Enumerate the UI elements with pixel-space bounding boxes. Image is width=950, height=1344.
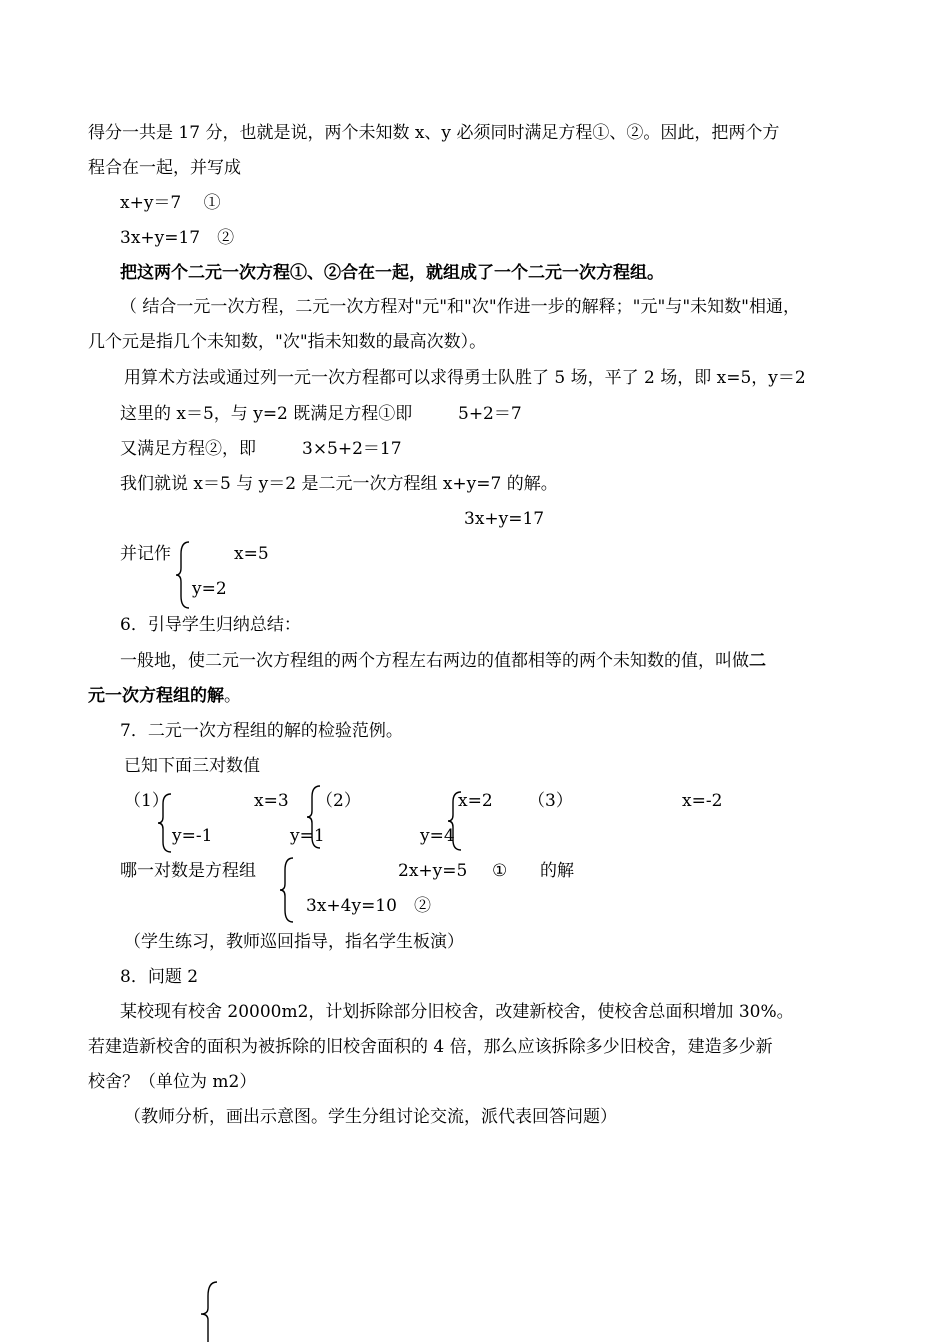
problem-line: 某校现有校舍 20000m2，计划拆除部分旧校舍，改建新校舍，使校舍总面积增加 30%。 [120,1002,794,1022]
pair-3-x: x=-2 [682,791,723,811]
arithmetic-line: 用算术方法或通过列一元一次方程都可以求得勇士队胜了 5 场，平了 2 场，即 x=5，y＝2 [124,368,806,388]
system-suffix: 的解 [540,861,574,881]
pair-1-label: （1） [124,791,169,811]
problem-line: 校舍？（单位为 m2） [88,1072,257,1092]
step-6-heading: 6．引导学生归纳总结： [120,615,301,635]
practice-note: （学生练习，教师巡回指导，指名学生板演） [124,932,464,952]
record-y-value: y=2 [192,579,227,599]
record-label: 并记作 [120,544,171,564]
definition-end: 。 [224,686,241,706]
record-x-value: x=5 [234,544,269,564]
pair-1-y: y=-1 [172,826,213,846]
system-equation-1: 2x+y=5 [398,861,468,881]
pair-1-x: x=3 [254,791,289,811]
we-say-equation-2: 3x+y=17 [464,509,545,529]
definition-term: 二 [749,651,766,671]
equation-2: 3x+y=17 ② [120,228,235,248]
definition-line [120,653,766,670]
pair-3-y: y=4 [420,826,455,846]
left-brace-icon [174,540,192,610]
also-line-check: 3×5+2＝17 [302,439,402,459]
left-brace-icon [198,1280,220,1344]
note-line: （ 结合一元一次方程，二元一次方程对"元"和"次"作进一步的解释；"元"与"未知数"相通， [120,297,800,317]
given-line: 已知下面三对数值 [124,756,260,776]
which-label: 哪一对数是方程组 [120,861,256,881]
definition-text: 一般地，使二元一次方程组的两个方程左右两边的值都相等的两个未知数的值，叫做 [120,651,749,671]
here-line-check: 5+2＝7 [458,404,522,424]
we-say-line: 我们就说 x＝5 与 y＝2 是二元一次方程组 x+y=7 的解。 [120,474,558,494]
equation-1: x+y＝7 ① [120,193,221,213]
problem-line: 若建造新校舍的面积为被拆除的旧校舍面积的 4 倍，那么应该拆除多少旧校舍，建造多少新 [88,1037,773,1057]
definition-term: 元一次方程组的解 [88,686,224,706]
here-line: 这里的 x＝5，与 y=2 既满足方程①即 [120,404,413,424]
system-equation-1-mark: ① [492,861,508,881]
definition-line [88,688,241,705]
pair-2-y: y=1 [290,826,325,846]
pair-2-x: x=2 [458,791,493,811]
left-brace-icon [278,856,296,924]
also-line: 又满足方程②，即 [120,439,256,459]
pair-2-label: （2） [316,791,361,811]
paragraph-line: 得分一共是 17 分，也就是说，两个未知数 x、y 必须同时满足方程①、②。因此，把两个方 [88,123,780,143]
system-equation-2: 3x+4y=10 ② [306,896,431,916]
step-7-heading: 7．二元一次方程组的解的检验范例。 [120,721,403,741]
step-8-heading: 8．问题 2 [120,967,199,987]
teacher-note: （教师分析，画出示意图。学生分组讨论交流，派代表回答问题） [124,1107,617,1127]
note-line: 几个元是指几个未知数，"次"指未知数的最高次数）。 [88,332,487,352]
paragraph-line: 程合在一起，并写成 [88,158,241,178]
pair-3-label: （3） [528,791,573,811]
bold-statement: 把这两个二元一次方程①、②合在一起，就组成了一个二元一次方程组。 [120,263,664,283]
